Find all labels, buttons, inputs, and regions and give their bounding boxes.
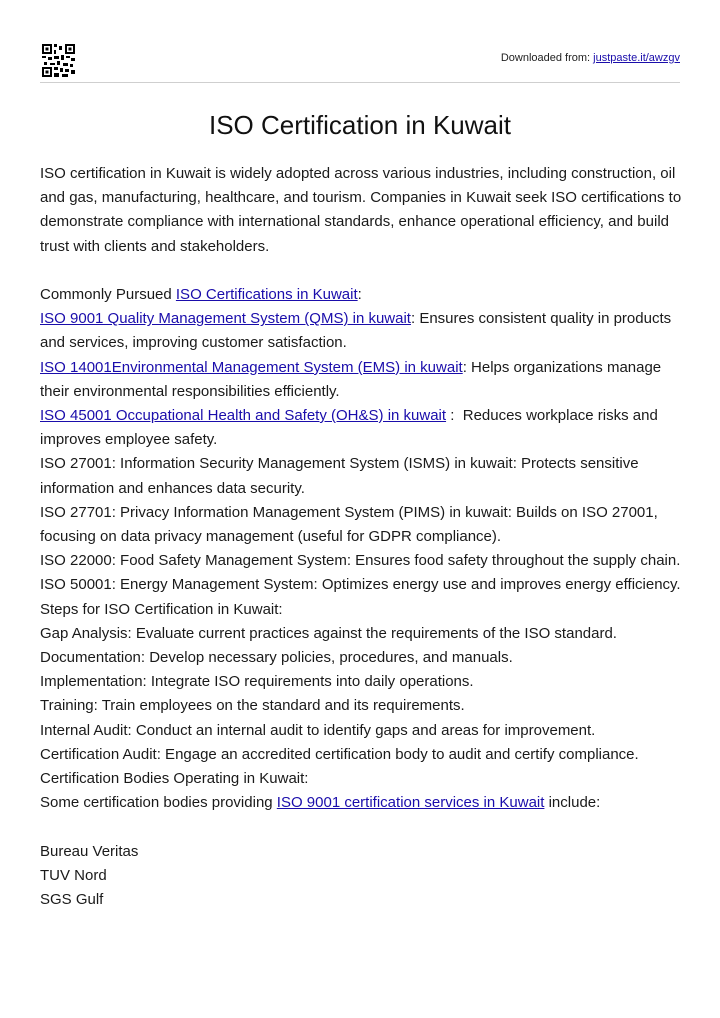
- iso-9001-link[interactable]: ISO 9001 Quality Management System (QMS) in kuwait: [40, 310, 411, 328]
- iso-45001-item: [40, 404, 682, 452]
- body-item: SGS Gulf: [40, 891, 104, 909]
- steps-heading: Steps for ISO Certification in Kuwait:: [40, 600, 283, 618]
- step-item: Internal Audit: Conduct an internal audit to identify gaps and areas for improvement.: [40, 721, 596, 739]
- step-item: Implementation: Integrate ISO requirements into daily operations.: [40, 673, 474, 691]
- iso-27701-item: ISO 27701: Privacy Information Management System (PIMS) in kuwait: Builds on ISO 27001, focusing on data privacy management (useful for GDPR compliance).: [40, 503, 658, 546]
- downloaded-label: Downloaded from:: [500, 52, 591, 64]
- iso-certifications-link[interactable]: ISO Certifications in Kuwait: [175, 286, 358, 303]
- iso-50001-item: ISO 50001: Energy Management System: Optimizes energy use and improves energy efficiency.: [40, 576, 681, 594]
- article-body: [40, 162, 682, 912]
- commonly-pursued-line: [40, 283, 682, 307]
- step-item: Training: Train employees on the standard and its requirements.: [40, 697, 465, 715]
- iso-9001-item: [40, 307, 682, 355]
- step-item: Documentation: Develop necessary policies, procedures, and manuals.: [40, 649, 513, 667]
- intro-paragraph: ISO certification in Kuwait is widely adopted across various industries, including construction, oil and gas, manufacturing, healthcare, and tourism. Companies in Kuwait seek ISO certifications to demonstrate compliance with international standards, enhance operational efficiency, and build trust with clients and stakeholders.: [40, 165, 682, 255]
- iso-14001-text: : Helps organizations manage their environmental responsibilities efficiently.: [40, 358, 662, 400]
- iso-14001-link[interactable]: ISO 14001Environmental Management System (EMS) in kuwait: [40, 358, 463, 376]
- iso-45001-text: : Reduces workplace risks and improves employee safety.: [40, 407, 662, 449]
- bodies-prefix: Some certification bodies providing: [40, 794, 277, 812]
- bodies-suffix: include:: [544, 794, 601, 812]
- body-item: Bureau Veritas: [40, 842, 139, 860]
- iso-27001-item: ISO 27001: Information Security Management System (ISMS) in kuwait: Protects sensitive information and enhances data security.: [40, 455, 639, 497]
- iso-9001-text: : Ensures consistent quality in products and services, improving customer satisfaction.: [40, 310, 672, 352]
- iso-22000-item: ISO 22000: Food Safety Management System: Ensures food safety throughout the supply chain.: [40, 552, 681, 570]
- body-item: TUV Nord: [40, 866, 107, 884]
- commonly-suffix: :: [357, 286, 362, 303]
- iso-45001-link[interactable]: ISO 45001 Occupational Health and Safety (OH&S) in kuwait: [40, 407, 447, 425]
- downloaded-from: [501, 52, 680, 64]
- iso-14001-item: [40, 356, 682, 404]
- iso-9001-services-link[interactable]: ISO 9001 certification services in Kuwait: [276, 794, 545, 812]
- commonly-prefix: Commonly Pursued: [40, 286, 176, 303]
- source-link[interactable]: justpaste.it/awzgv: [593, 52, 680, 64]
- bodies-intro-line: [40, 791, 682, 815]
- step-item: Gap Analysis: Evaluate current practices against the requirements of the ISO standard.: [40, 624, 617, 642]
- page-title: ISO Certification in Kuwait: [208, 110, 511, 140]
- bodies-heading: Certification Bodies Operating in Kuwait:: [40, 770, 309, 788]
- page-header: [40, 42, 680, 83]
- qr-code-icon: [42, 44, 75, 77]
- step-item: Certification Audit: Engage an accredited certification body to audit and certify compliance.: [40, 745, 639, 763]
